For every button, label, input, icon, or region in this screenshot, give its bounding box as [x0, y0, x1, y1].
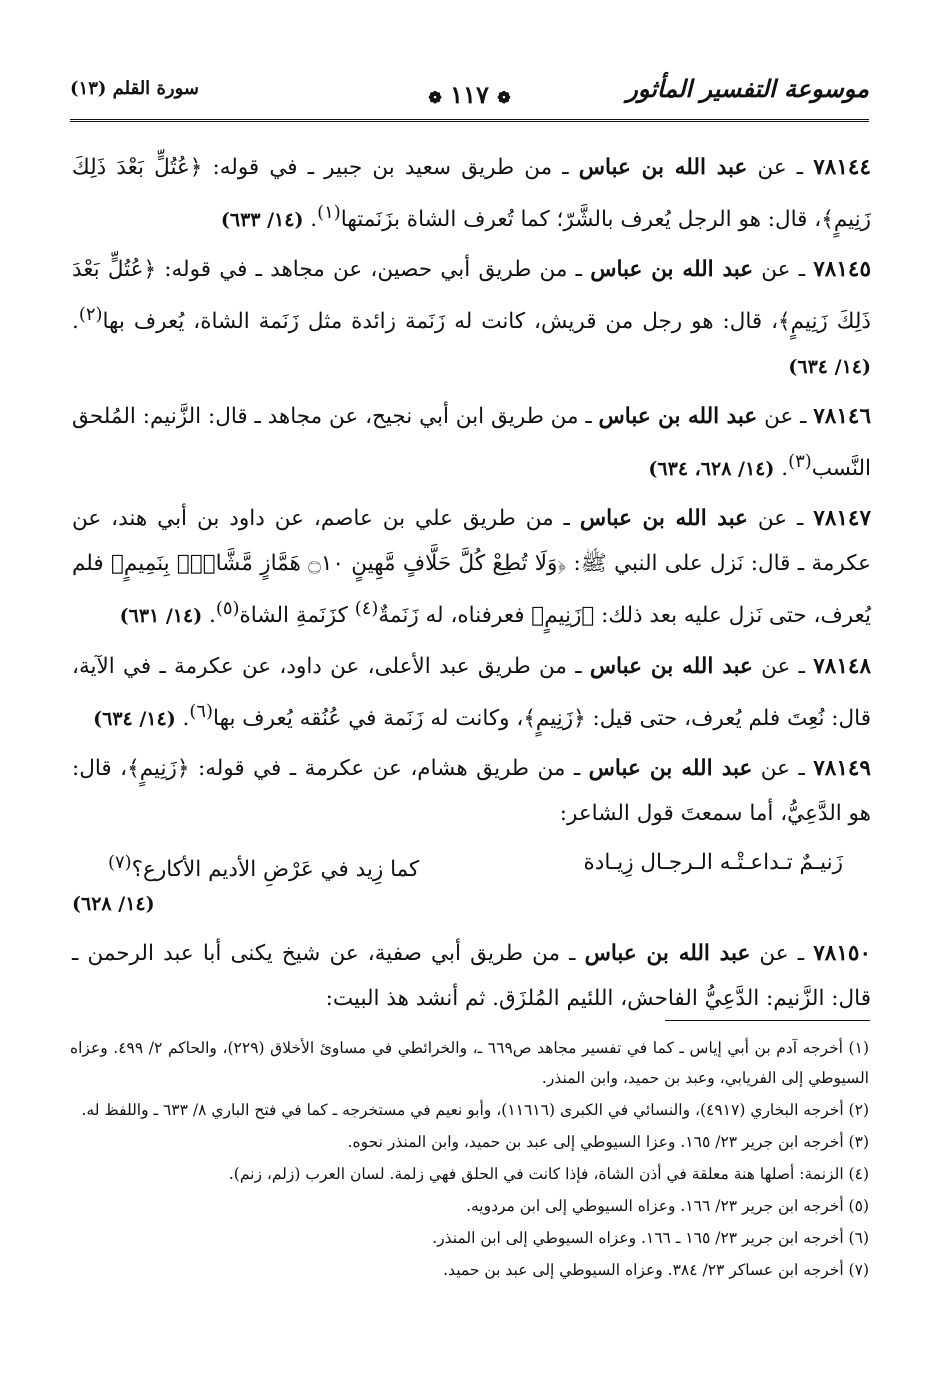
narrator-name: عبد الله بن عباس	[578, 155, 748, 180]
footnote-item: (٥) أخرجه ابن جرير ٢٣/ ١٦٦. وعزاه السيوطي إلى ابن مردويه.	[466, 1197, 869, 1215]
footnote-divider	[665, 1020, 870, 1021]
entry-text: ـ من طريق أبي حصين، عن مجاهد ـ في قوله: ﴿عُتُلٍّ بَعْدَ ذَلِكَ زَنِيمٍ﴾، قال: هو رجل من قريش، كانت له زَنَمة زائدة مثل زَنَمة الشاة، يُعرف بها	[72, 257, 871, 335]
entry-text: ـ عن	[747, 155, 814, 180]
entry-text: ـ من طريق هشام، عن عكرمة ـ في قوله: ﴿زَنِيمٍ﴾، قال: هو الدَّعِيُّ، أما سمعتَ قول الشاعر:	[72, 755, 871, 826]
footnote-item: (٤) الزنمة: أصلها هنة معلقة في أذن الشاة، فإذا كانت في الحلق فهي زلمة. لسان العرب (زلم، زنم).	[228, 1165, 869, 1183]
entry-text: ـ عن	[757, 404, 814, 430]
entry-text: .	[202, 603, 216, 629]
narration-entry	[72, 931, 871, 1021]
entry-text: كزَنَمةِ الشاة	[239, 603, 355, 629]
main-text	[72, 145, 871, 1025]
page-number-block	[428, 80, 510, 109]
narration-entry	[72, 644, 871, 742]
entry-text: .	[774, 456, 789, 482]
narrator-name: عبد الله بن عباس	[584, 940, 751, 966]
volume-reference: (١٤/ ٦٣١)	[119, 605, 203, 628]
volume-reference: (١٤/ ٦٢٨)	[72, 892, 155, 915]
narrator-name: عبد الله بن عباس	[590, 257, 754, 283]
entry-number: ٧٨١٤٩	[813, 755, 871, 781]
footnote-item: (٦) أخرجه ابن جرير ٢٣/ ١٦٥ ـ ١٦٦. وعزاه السيوطي إلى ابن المنذر.	[432, 1229, 869, 1247]
ornament-right-icon: ❁	[497, 88, 511, 107]
footnote-marker: (٧)	[108, 851, 132, 873]
footnote-marker: (١)	[317, 202, 341, 223]
header-divider	[70, 119, 869, 122]
narration-entry	[72, 394, 871, 492]
poem-hemistich-2: كما زِيد في عَرْضِ الأديم الأكارع؟	[131, 856, 420, 882]
volume-reference: (١٤/ ٦٣٤)	[788, 356, 871, 379]
narration-entry	[72, 496, 871, 639]
footnote-item: (١) أخرجه آدم بن أبي إياس ـ كما في تفسير مجاهد ص٦٦٩ ـ، والخرائطي في مساوئ الأخلاق (٢٢٩)، والحاكم ٢/ ٤٩٩. وعزاه السيوطي إلى الفريابي، وعبد بن حميد، وابن المنذر.	[70, 1039, 869, 1087]
narrator-name: عبد الله بن عباس	[579, 506, 748, 532]
entry-number: ٧٨١٤٧	[813, 506, 872, 532]
entry-text: ـ عن	[753, 257, 814, 283]
entry-number: ٧٨١٥٠	[813, 940, 871, 966]
narration-entry	[72, 145, 871, 243]
page-number: ١١٧	[450, 80, 489, 109]
page-header	[70, 72, 869, 116]
narration-entry	[72, 746, 871, 836]
ornament-left-icon: ❁	[428, 88, 442, 107]
entry-text: .	[303, 207, 318, 233]
narrator-name: عبد الله بن عباس	[589, 653, 753, 679]
poem-hemistich-1: زَنيـمٌ تـداعـتْـه الـرجـال زِيـادة	[583, 849, 843, 875]
footnote-marker: (٣)	[788, 451, 812, 473]
footnote-item: (٢) أخرجه البخاري (٤٩١٧)، والنسائي في الكبرى (١١٦١٦)، وأبو نعيم في مستخرجه ـ كما في فتح الباري ٨/ ٦٣٣ ـ واللفظ له.	[81, 1101, 869, 1119]
narrator-name: عبد الله بن عباس	[588, 755, 753, 781]
entry-text: ـ من طريق ابن أبي نجيح، عن مجاهد ـ قال: الزَّنيم: المُلحق النَّسب	[72, 404, 871, 482]
entry-text: ـ من طريق عبد الأعلى، عن داود، عن عكرمة ـ في الآية، قال: نُعِتَ فلم يُعرف، حتى قيل: ﴿زَنِيمٍ﴾، وكانت له زَنَمة في عُنُقه يُعرف بها	[72, 653, 871, 731]
entry-text: ـ من طريق علي بن عاصم، عن داود بن أبي هند، عن عكرمة ـ قال: نَزل على النبي ﷺ: ﴿وَلَا تُطِعْ كُلَّ حَلَّافٍ مَّهِينٍ ۝١٠ هَمَّازٍ مَّشَّاءٍۭ بِنَمِيمٍ﴾ فلم يُعرف، حتى نَزل عليه بعد ذلك: ﴿زَنِيمٍ﴾ فعرفناه، له زَنَمةٌ	[72, 506, 871, 629]
footnote-marker: (٢)	[78, 304, 103, 326]
entry-text: ـ عن	[750, 940, 814, 966]
entry-number: ٧٨١٤٦	[813, 404, 871, 430]
entry-number: ٧٨١٤٨	[813, 653, 871, 679]
entry-text: ـ عن	[752, 755, 814, 781]
footnote-marker: (٥)	[215, 598, 240, 620]
volume-reference: (١٤/ ٦٢٨، ٦٣٤)	[648, 458, 775, 481]
footnotes	[70, 1033, 869, 1287]
surah-title: سورة القلم (١٣)	[70, 78, 199, 99]
footnote-item: (٣) أخرجه ابن جرير ٢٣/ ١٦٥. وعزا السيوطي إلى عبد بن حميد، وابن المنذر نحوه.	[347, 1133, 869, 1151]
entry-number: ٧٨١٤٥	[813, 257, 871, 283]
poem-hemistich-2-wrap	[108, 840, 419, 892]
book-title: موسوعة التفسير المأثور	[626, 74, 869, 103]
footnote-item: (٧) أخرجه ابن عساكر ٢٣/ ٣٨٤. وعزاه السيوطي إلى عبد بن حميد.	[443, 1261, 869, 1279]
entry-number: ٧٨١٤٤	[813, 155, 871, 180]
entry-text: ـ من طريق سعيد بن جبير ـ في قوله: ﴿عُتُلٍّ بَعْدَ ذَلِكَ زَنِيمٍ﴾، قال: هو الرجل يُعرف بالشَّرّ؛ كما تُعرف الشاة بزَنَمتها	[72, 155, 871, 233]
footnote-marker: (٦)	[189, 700, 214, 722]
entry-text: ـ من طريق أبي صفية، عن شيخ يكنى أبا عبد الرحمن ـ قال: الزَّنيم: الدَّعِيُّ الفاحش، اللئيم المُلزَق. ثم أنشد هذ البيت:	[72, 940, 871, 1011]
entry-text: ـ عن	[747, 506, 814, 532]
narration-entry	[72, 247, 871, 390]
footnote-marker: (٤)	[354, 598, 379, 620]
entry-text: ـ عن	[752, 653, 814, 679]
entry-text: .	[175, 705, 190, 731]
entry-text: .	[72, 309, 79, 335]
volume-reference: (١٤/ ٦٣٤)	[93, 707, 176, 730]
narrator-name: عبد الله بن عباس	[598, 404, 758, 430]
volume-reference: (١٤/ ٦٣٣)	[220, 209, 304, 232]
